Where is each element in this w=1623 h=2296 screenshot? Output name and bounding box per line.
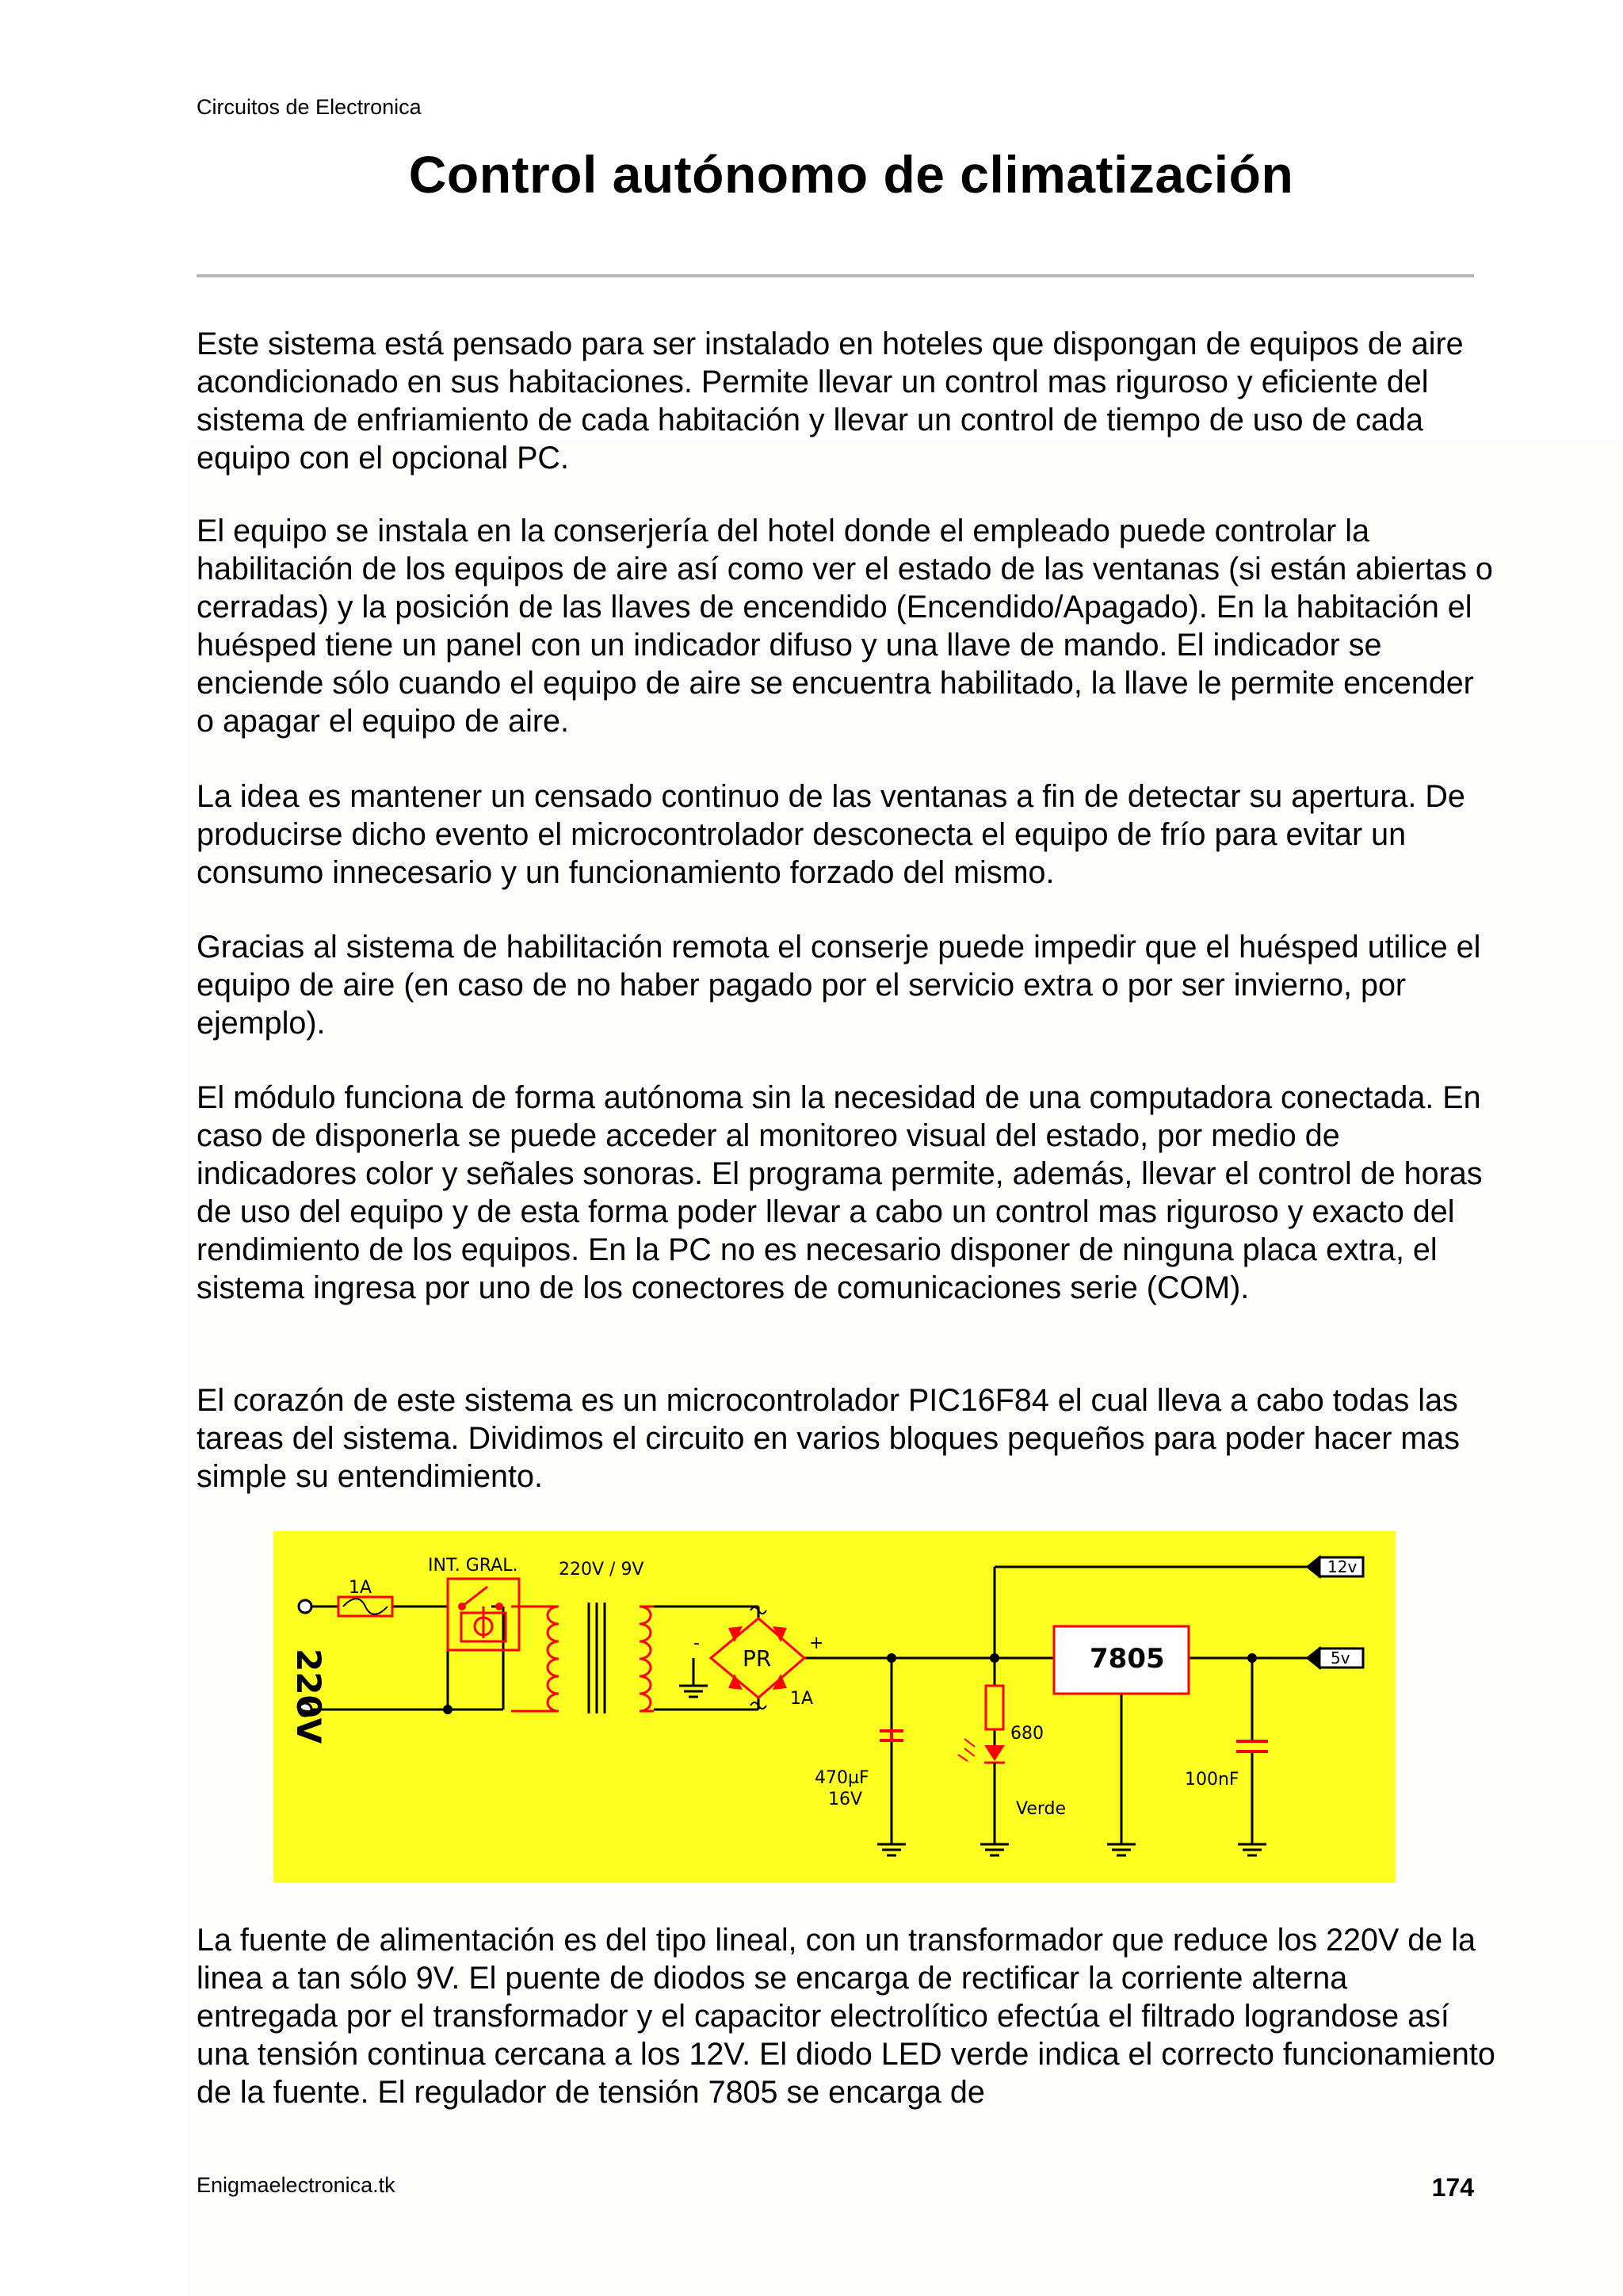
paragraph-window-sensing: La idea es mantener un censado continuo de las ventanas a fin de detectar su apertura. De producirse dicho evento el microcontrolador desconecta el equipo de frío para evitar un consumo innecesario y un funcionamiento forzado del mismo. [197, 779, 1465, 890]
schematic-background [273, 1531, 1396, 1882]
power-supply-schematic [273, 1531, 1396, 1882]
capacitor-value-label: 470µF [815, 1768, 869, 1788]
title-divider [197, 274, 1474, 277]
regulator-label: 7805 [1090, 1643, 1165, 1675]
fuse-label: 1A [349, 1578, 372, 1598]
input-voltage-label: 220V [289, 1648, 328, 1744]
capacitor-voltage-label: 16V [828, 1790, 863, 1809]
resistor-label: 680 [1010, 1724, 1044, 1744]
bridge-plus-label: + [809, 1633, 824, 1653]
led-label: Verde [1016, 1799, 1067, 1819]
page-title: Control autónomo de climatización [408, 145, 1294, 204]
page-number: 174 [1431, 2173, 1474, 2202]
footer-site: Enigmaelectronica.tk [197, 2173, 395, 2197]
switch-label: INT. GRAL. [428, 1556, 518, 1576]
paragraph-installation: El equipo se instala en la conserjería del hotel donde el empleado puede controlar la habilitación de los equipos de aire así como ver el estado de las ventanas (si están abiertas o cerradas) y la posición de las llaves de encendido (Encendido/Apagado). En la habitación el huésped tiene un panel con un indicador difuso y una llave de mando. El indicador se enciende sólo cuando el equipo de aire se encuentra habilitado, la llave le permite encender o apagar el equipo de aire. [197, 514, 1493, 739]
output-5v-label: 5v [1331, 1648, 1350, 1668]
transformer-label: 220V / 9V [559, 1560, 644, 1580]
output-capacitor-label: 100nF [1185, 1770, 1239, 1790]
paragraph-autonomous-module: El módulo funciona de forma autónoma sin la necesidad de una computadora conectada. En caso de disponerla se puede acceder al monitoreo visual del estado, por medio de indicadores color y señales sonoras. El programa permite, además, llevar el control de horas de uso del equipo y de esta forma poder llevar a cabo un control mas riguroso y exacto del rendimiento de los equipos. En la PC no es necesario disponer de ninguna placa extra, el sistema ingresa por uno de los conectores de comunicaciones serie (COM). [197, 1080, 1483, 1305]
bridge-label: PR [743, 1645, 772, 1671]
paragraph-intro: Este sistema está pensado para ser instalado en hoteles que dispongan de equipos de aire acondicionado en sus habitaciones. Permite llevar un control mas riguroso y eficiente del sistema de enfriamiento de cada habitación y llevar un control de tiempo de uso de cada equipo con el opcional PC. [197, 327, 1464, 476]
bridge-minus-label: - [693, 1633, 700, 1653]
bridge-current-label: 1A [790, 1689, 814, 1709]
running-header: Circuitos de Electronica [197, 95, 422, 119]
paragraph-microcontroller: El corazón de este sistema es un microcontrolador PIC16F84 el cual lleva a cabo todas las tareas del sistema. Dividimos el circuito en varios bloques pequeños para poder hacer mas simple su entendimiento. [197, 1383, 1460, 1494]
output-12v-label: 12v [1327, 1557, 1358, 1576]
paragraph-power-supply: La fuente de alimentación es del tipo lineal, con un transformador que reduce los 220V de la linea a tan sólo 9V. El puente de diodos se encarga de rectificar la corriente alterna entregada por el transformador y el capacitor electrolítico efectúa el filtrado lograndose así una tensión continua cercana a los 12V. El diodo LED verde indica el correcto funcionamiento de la fuente. El regulador de tensión 7805 se encarga de [197, 1923, 1495, 2110]
paragraph-remote-enable: Gracias al sistema de habilitación remota el conserje puede impedir que el huésped utilice el equipo de aire (en caso de no haber pagado por el servicio extra o por ser invierno, por ejemplo). [197, 930, 1481, 1041]
